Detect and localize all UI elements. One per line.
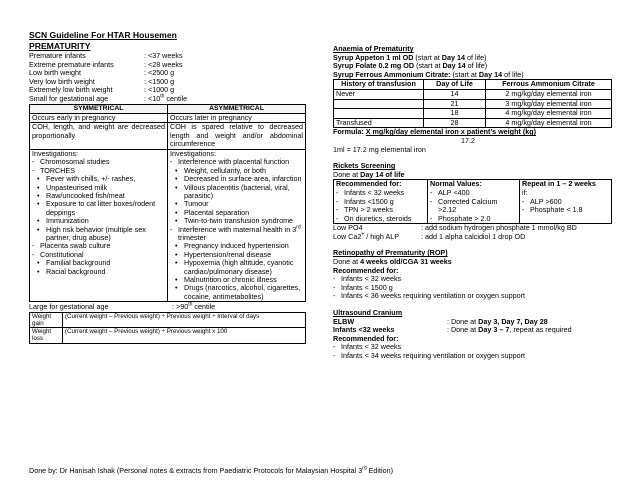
iron-formula: Formula: X mg/kg/day elemental iron x patient’s weight (kg) bbox=[333, 127, 537, 137]
elbw-schedule: : Done at Day 3, Day 7, Day 28 bbox=[447, 316, 548, 326]
left-column bbox=[29, 30, 316, 344]
low-ca-action: : add 1 alpha calcidiol 1 drop OD bbox=[421, 231, 526, 241]
list-item: - Infants < 36 weeks requiring ventilation or oxygen support bbox=[333, 292, 613, 301]
list-item: - ALP >600 bbox=[522, 198, 609, 207]
syrup-folate: Syrup Folate 0.2 mg OD (start at Day 14 of life) bbox=[333, 61, 488, 71]
list-item: - Infants < 32 weeks bbox=[336, 189, 425, 198]
asym-onset: Occurs later in pregnancy bbox=[168, 113, 306, 123]
list-item: - TPN > 2 weeks bbox=[336, 206, 425, 215]
rickets-repeat bbox=[520, 180, 612, 224]
list-item: • Placental separation bbox=[170, 209, 303, 217]
sym-inv-label: Investigations: bbox=[32, 148, 78, 158]
asym-inv-item: - Interference with placental function bbox=[170, 158, 303, 166]
table-cell: 2 mg/kg/day elemental iron bbox=[486, 89, 612, 99]
low-po4-label: Low PO4 bbox=[333, 223, 363, 233]
list-item: • Tumour bbox=[170, 200, 303, 208]
infants-32-schedule: : Done at Day 3 – 7, repeat as required bbox=[447, 325, 572, 335]
list-item: • Unpasteurised milk bbox=[32, 184, 165, 192]
weight-loss-label: Weight loss bbox=[30, 328, 63, 343]
table-row bbox=[334, 89, 612, 99]
table-cell: Never bbox=[334, 89, 424, 99]
symmetrical-header: SYMMETRICAL bbox=[30, 104, 168, 113]
list-item: • Malnutrition or chronic illness bbox=[170, 276, 303, 284]
weight-gain-formula: (Current weight – Previous weight) ÷ Previous weight ÷ Interval of days bbox=[63, 312, 306, 327]
list-item: • High risk behavior (multiple sex partner, drug abuse) bbox=[32, 226, 165, 243]
rickets-rec-label: Recommended for: bbox=[336, 179, 402, 189]
rickets-title: Rickets Screening bbox=[333, 161, 396, 171]
definition-value: : <1000 g bbox=[144, 85, 175, 95]
sym-inv-item: - Placenta swab culture bbox=[32, 242, 165, 250]
definition-value: : <2500 g bbox=[144, 68, 175, 78]
table-cell: 18 bbox=[424, 109, 486, 119]
definition-term: Very low birth weight bbox=[29, 76, 95, 86]
asym-inv-item: - Interference with maternal health in 3rd trimester bbox=[170, 226, 303, 243]
sym-inv-item: - Constitutional bbox=[32, 251, 165, 259]
list-item: • Immunization bbox=[32, 217, 165, 225]
rickets-normal-values bbox=[428, 180, 520, 224]
iron-header: Day of Life bbox=[424, 80, 486, 90]
list-item: • Drugs (narcotics, alcohol, cigarettes, cocaine, antimetabolites) bbox=[170, 284, 303, 301]
guideline-title: SCN Guideline For HTAR Housemen bbox=[29, 30, 177, 40]
rickets-table bbox=[333, 179, 612, 224]
table-cell bbox=[334, 99, 424, 109]
prematurity-title: PREMATURITY bbox=[29, 41, 91, 51]
us-rec-label: Recommended for: bbox=[333, 333, 399, 343]
definition-term: Extreme premature infants bbox=[29, 59, 114, 69]
definition-value: : <1500 g bbox=[144, 76, 175, 86]
table-cell: Transfused bbox=[334, 118, 424, 128]
sym-inv-item: - Chromosomal studies bbox=[32, 158, 165, 166]
rop-rec-label: Recommended for: bbox=[333, 265, 399, 275]
rickets-done: Done at Day 14 of life bbox=[333, 169, 405, 179]
list-item: - Infants < 32 weeks bbox=[333, 275, 613, 284]
list-item: - ALP <400 bbox=[430, 189, 517, 198]
list-item: - Infants < 34 weeks requiring ventilation or oxygen support bbox=[333, 352, 613, 361]
rickets-norm-label: Normal Values: bbox=[430, 179, 482, 189]
right-column bbox=[333, 45, 613, 361]
definition-term: Premature infants bbox=[29, 51, 86, 60]
maternal-list bbox=[170, 242, 303, 301]
list-item: • Hypertension/renal disease bbox=[170, 251, 303, 259]
sym-investigations bbox=[30, 149, 168, 301]
constitutional-list bbox=[32, 259, 165, 276]
rop-title: Retinopathy of Prematurity (ROP) bbox=[333, 248, 448, 258]
iron-table bbox=[333, 79, 612, 128]
asym-inv-label: Investigations: bbox=[170, 148, 216, 158]
low-ca-row bbox=[333, 233, 613, 242]
low-ca-label: Low Ca2+ / high ALP bbox=[333, 231, 400, 241]
rickets-repeat-label: Repeat in 1 – 2 weeks bbox=[522, 179, 596, 189]
list-item: • Raw/uncooked fish/meat bbox=[32, 192, 165, 200]
rop-done: Done at 4 weeks old/CGA 31 weeks bbox=[333, 257, 452, 267]
table-cell: 14 bbox=[424, 89, 486, 99]
iugr-table bbox=[29, 104, 306, 303]
weight-loss-formula: (Current weight – Previous weight) ÷ Previous weight x 100 bbox=[63, 328, 306, 343]
definition-term: Extremely low birth weight bbox=[29, 85, 113, 95]
definition-row-lga bbox=[29, 303, 316, 312]
syrup-iron: Syrup Ferrous Ammonium Citrate: (start at Day 14 of life) bbox=[333, 69, 524, 79]
table-cell: 4 mg/kg/day elemental iron bbox=[486, 118, 612, 128]
definition-value: : <37 weeks bbox=[144, 51, 183, 60]
asymmetrical-header: ASYMMETRICAL bbox=[168, 104, 306, 113]
list-item: • Weight, cellularity, or both bbox=[170, 167, 303, 175]
definition-term: Small for gestational age bbox=[29, 93, 109, 103]
infants-32-label: Infants <32 weeks bbox=[333, 325, 395, 335]
definition-row-sga bbox=[29, 95, 316, 104]
iron-header: Ferrous Ammonium Citrate bbox=[486, 80, 612, 90]
footer-credit: Done by: Dr Hanisah Ishak (Personal notes & extracts from Paediatric Protocols for Malaysian Hospital 3rd Edition) bbox=[29, 465, 393, 475]
list-item: • Decreased in surface area, infarction bbox=[170, 175, 303, 183]
anaemia-title: Anaemia of Prematurity bbox=[333, 44, 414, 53]
asym-growth: COH is spared relative to decreased length and weight and/or abdominal circumference bbox=[168, 123, 306, 150]
list-item: - On diuretics, steroids bbox=[336, 215, 425, 224]
list-item: - Phosphate > 2.0 bbox=[430, 215, 517, 224]
rickets-recommended bbox=[334, 180, 428, 224]
list-item: • Hypoxemia (high altitude, cyanotic cardiac/pulmonary disease) bbox=[170, 259, 303, 276]
elbw-label: ELBW bbox=[333, 316, 355, 326]
definition-term: Low birth weight bbox=[29, 68, 81, 78]
rickets-repeat-if: if: bbox=[522, 187, 528, 197]
sym-growth: COH, length, and weight are decreased proportionally bbox=[30, 123, 168, 150]
definition-term: Large for gestational age bbox=[29, 302, 109, 312]
sym-onset: Occurs early in pregnancy bbox=[30, 113, 168, 123]
definition-value: : <28 weeks bbox=[144, 59, 183, 69]
list-item: • Pregnancy induced hypertension bbox=[170, 242, 303, 250]
list-item: - Infants < 32 weeks bbox=[333, 343, 613, 352]
torches-list bbox=[32, 175, 165, 242]
list-item: - Corrected Calcium >2.12 bbox=[430, 198, 517, 215]
iron-formula-note: 1ml = 17.2 mg elemental iron bbox=[333, 144, 426, 154]
ultrasound-title: Ultrasound Cranium bbox=[333, 308, 403, 318]
list-item: • Fever with chills, +/- rashes, bbox=[32, 175, 165, 183]
sym-inv-item: - TORCHES bbox=[32, 167, 165, 175]
definition-value: : <10th centile bbox=[144, 93, 188, 103]
low-po4-action: : add sodium hydrogen phosphate 1 mmol/kg BD bbox=[421, 223, 577, 233]
table-cell: 4 mg/kg/day elemental iron bbox=[486, 109, 612, 119]
list-item: • Villous placentitis (bacterial, viral, parasitic) bbox=[170, 184, 303, 201]
list-item: - Infants <1500 g bbox=[336, 198, 425, 207]
placental-list bbox=[170, 167, 303, 226]
weight-gain-label: Weight gain bbox=[30, 312, 63, 327]
list-item: • Racial background bbox=[32, 268, 165, 276]
table-cell bbox=[334, 109, 424, 119]
table-cell: 28 bbox=[424, 118, 486, 128]
table-row bbox=[334, 109, 612, 119]
list-item: • Exposure to cat litter boxes/rodent deppings bbox=[32, 200, 165, 217]
asym-investigations bbox=[168, 149, 306, 301]
iron-header: History of transfusion bbox=[334, 80, 424, 90]
weight-table bbox=[29, 312, 306, 344]
table-cell: 21 bbox=[424, 99, 486, 109]
definition-value: : >90th centile bbox=[172, 301, 216, 312]
list-item: • Familial background bbox=[32, 259, 165, 267]
syrup-appeton: Syrup Appeton 1 ml OD (start at Day 14 of life) bbox=[333, 52, 487, 62]
list-item: • Twin-to-twin transfusion syndrome bbox=[170, 217, 303, 225]
definition-list bbox=[29, 52, 316, 104]
table-cell: 3 mg/kg/day elemental iron bbox=[486, 99, 612, 109]
list-item: - Infants < 1500 g bbox=[333, 284, 613, 293]
iron-formula-divisor: 17.2 bbox=[461, 135, 475, 145]
list-item: - Phosphate < 1.8 bbox=[522, 206, 609, 215]
